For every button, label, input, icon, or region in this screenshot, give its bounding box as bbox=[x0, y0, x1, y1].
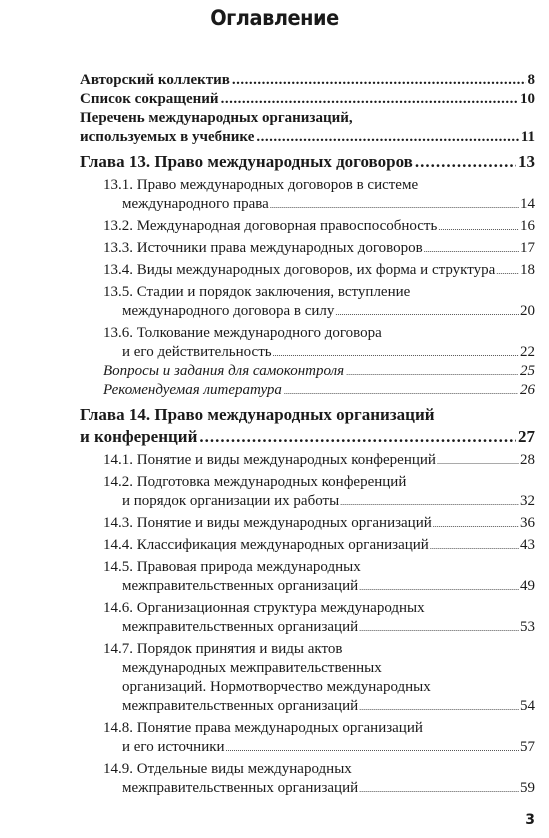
toc-page-number: 54 bbox=[520, 698, 535, 714]
toc-page-number: 8 bbox=[527, 72, 535, 88]
toc-line bbox=[0, 128, 549, 147]
toc-entry-text: 13.5. Стадии и порядок заключения, вступление bbox=[103, 284, 411, 300]
toc-page-number: 32 bbox=[520, 493, 535, 509]
toc-line bbox=[0, 426, 549, 448]
dot-leader bbox=[437, 451, 519, 471]
toc-line bbox=[0, 492, 549, 511]
toc-entry-text: организаций. Нормотворчество международных bbox=[122, 679, 431, 695]
toc-line bbox=[0, 195, 549, 214]
toc-line bbox=[0, 151, 549, 173]
dot-leader bbox=[226, 738, 519, 758]
toc-entry-text: и его действительность bbox=[122, 344, 272, 360]
toc-entry-text: межправительственных организаций bbox=[122, 698, 359, 714]
toc-entry-text: Перечень международных организаций, bbox=[80, 110, 353, 126]
toc-line bbox=[0, 261, 549, 280]
toc-entry-text: межправительственных организаций bbox=[122, 619, 359, 635]
toc-line bbox=[0, 324, 549, 343]
toc-line bbox=[0, 558, 549, 577]
toc-entry-text: и порядок организации их работы bbox=[122, 493, 340, 509]
toc-front-entry bbox=[0, 71, 549, 90]
toc-entry-text: Авторский коллектив bbox=[80, 72, 230, 88]
toc-extra-entry bbox=[0, 362, 549, 381]
dot-leader bbox=[496, 261, 519, 281]
toc-section-entry bbox=[0, 176, 549, 214]
toc-page-number: 49 bbox=[520, 578, 535, 594]
dot-leader bbox=[232, 71, 526, 90]
page-number: 3 bbox=[525, 812, 535, 828]
toc-entry-text: 14.2. Подготовка международных конференций bbox=[103, 474, 407, 490]
toc-page-number: 22 bbox=[520, 344, 535, 360]
dot-leader bbox=[335, 302, 519, 322]
toc-entry-text: используемых в учебнике bbox=[80, 129, 255, 145]
toc-entry-text: межправительственных организаций bbox=[122, 780, 359, 796]
toc-section-entry bbox=[0, 324, 549, 362]
toc-line bbox=[0, 738, 549, 757]
toc-entry-text: 14.8. Понятие права международных организаций bbox=[103, 720, 423, 736]
toc-entry-text: 13.2. Международная договорная правоспособность bbox=[103, 218, 438, 234]
toc-entry-text: Вопросы и задания для самоконтроля bbox=[103, 363, 345, 379]
dot-leader bbox=[199, 426, 516, 448]
toc-chapter-entry bbox=[0, 151, 549, 173]
dot-leader bbox=[256, 128, 518, 147]
toc-page-number: 28 bbox=[520, 452, 535, 468]
toc-entry-text: Глава 14. Право международных организаций bbox=[80, 405, 435, 424]
toc-section-entry bbox=[0, 536, 549, 555]
toc-section-entry bbox=[0, 473, 549, 511]
table-of-contents bbox=[0, 71, 549, 798]
toc-line bbox=[0, 697, 549, 716]
dot-leader bbox=[273, 343, 519, 363]
toc-entry-text: Список сокращений bbox=[80, 91, 219, 107]
toc-page-number: 17 bbox=[520, 240, 535, 256]
toc-section-entry bbox=[0, 261, 549, 280]
toc-line bbox=[0, 71, 549, 90]
toc-section-entry bbox=[0, 217, 549, 236]
toc-line bbox=[0, 283, 549, 302]
toc-entry-text: 14.5. Правовая природа международных bbox=[103, 559, 361, 575]
toc-entry-text: 14.9. Отдельные виды международных bbox=[103, 761, 352, 777]
dot-leader bbox=[346, 362, 518, 382]
toc-line bbox=[0, 343, 549, 362]
toc-line bbox=[0, 640, 549, 659]
toc-section-entry bbox=[0, 239, 549, 258]
toc-line bbox=[0, 90, 549, 109]
toc-page-number: 27 bbox=[518, 427, 535, 446]
toc-line bbox=[0, 381, 549, 400]
toc-chapter-entry bbox=[0, 404, 549, 448]
toc-line bbox=[0, 302, 549, 321]
toc-front-entry bbox=[0, 109, 549, 147]
toc-line bbox=[0, 760, 549, 779]
toc-line bbox=[0, 176, 549, 195]
dot-leader bbox=[221, 90, 518, 109]
toc-line bbox=[0, 659, 549, 678]
toc-entry-text: 13.3. Источники права международных договоров bbox=[103, 240, 423, 256]
dot-leader bbox=[415, 151, 516, 173]
toc-entry-text: международных межправительственных bbox=[122, 660, 382, 676]
dot-leader bbox=[359, 618, 519, 638]
toc-entry-text: 14.3. Понятие и виды международных организаций bbox=[103, 515, 432, 531]
toc-line bbox=[0, 678, 549, 697]
dot-leader bbox=[359, 779, 519, 799]
toc-entry-text: и его источники bbox=[122, 739, 225, 755]
toc-line bbox=[0, 217, 549, 236]
toc-entry-text: международного права bbox=[122, 196, 269, 212]
toc-line bbox=[0, 473, 549, 492]
toc-line bbox=[0, 451, 549, 470]
dot-leader bbox=[424, 239, 519, 259]
toc-entry-text: межправительственных организаций bbox=[122, 578, 359, 594]
toc-page-number: 16 bbox=[520, 218, 535, 234]
dot-leader bbox=[270, 195, 519, 215]
toc-page-number: 43 bbox=[520, 537, 535, 553]
dot-leader bbox=[438, 217, 519, 237]
toc-line bbox=[0, 404, 549, 426]
toc-page-number: 10 bbox=[520, 91, 535, 107]
toc-section-entry bbox=[0, 451, 549, 470]
toc-section-entry bbox=[0, 599, 549, 637]
toc-page-number: 14 bbox=[520, 196, 535, 212]
toc-front-entry bbox=[0, 90, 549, 109]
toc-entry-text: и конференций bbox=[80, 427, 198, 446]
toc-line bbox=[0, 618, 549, 637]
toc-page-number: 57 bbox=[520, 739, 535, 755]
dot-leader bbox=[433, 514, 519, 534]
toc-page-number: 20 bbox=[520, 303, 535, 319]
dot-leader bbox=[359, 697, 519, 717]
toc-entry-text: 13.1. Право международных договоров в системе bbox=[103, 177, 419, 193]
toc-entry-text: 14.4. Классификация международных организаций bbox=[103, 537, 429, 553]
toc-line bbox=[0, 514, 549, 533]
toc-line bbox=[0, 779, 549, 798]
toc-extra-entry bbox=[0, 381, 549, 400]
toc-section-entry bbox=[0, 283, 549, 321]
dot-leader bbox=[284, 381, 518, 401]
toc-entry-text: Глава 13. Право международных договоров bbox=[80, 152, 413, 171]
toc-section-entry bbox=[0, 760, 549, 798]
toc-page-number: 26 bbox=[520, 382, 535, 398]
toc-line bbox=[0, 362, 549, 381]
toc-entry-text: 14.1. Понятие и виды международных конференций bbox=[103, 452, 436, 468]
toc-page-number: 25 bbox=[520, 363, 535, 379]
toc-line bbox=[0, 239, 549, 258]
toc-page-number: 11 bbox=[520, 129, 535, 145]
toc-page-number: 36 bbox=[520, 515, 535, 531]
toc-line bbox=[0, 577, 549, 596]
toc-line bbox=[0, 109, 549, 128]
toc-section-entry bbox=[0, 558, 549, 596]
toc-line bbox=[0, 719, 549, 738]
toc-entry-text: 13.6. Толкование международного договора bbox=[103, 325, 382, 341]
toc-section-entry bbox=[0, 719, 549, 757]
toc-line bbox=[0, 599, 549, 618]
dot-leader bbox=[430, 536, 519, 556]
dot-leader bbox=[340, 492, 519, 512]
toc-line bbox=[0, 536, 549, 555]
toc-entry-text: 14.6. Организационная структура международных bbox=[103, 600, 425, 616]
toc-section-entry bbox=[0, 514, 549, 533]
toc-entry-text: Рекомендуемая литература bbox=[103, 382, 282, 398]
toc-page-number: 53 bbox=[520, 619, 535, 635]
dot-leader bbox=[359, 577, 519, 597]
toc-entry-text: 14.7. Порядок принятия и виды актов bbox=[103, 641, 343, 657]
toc-page-number: 18 bbox=[520, 262, 535, 278]
toc-entry-text: 13.4. Виды международных договоров, их форма и структура bbox=[103, 262, 496, 278]
toc-entry-text: международного договора в силу bbox=[122, 303, 335, 319]
page-title: Оглавление bbox=[210, 6, 339, 30]
toc-section-entry bbox=[0, 640, 549, 716]
toc-page-number: 59 bbox=[520, 780, 535, 796]
toc-page-number: 13 bbox=[518, 152, 535, 171]
